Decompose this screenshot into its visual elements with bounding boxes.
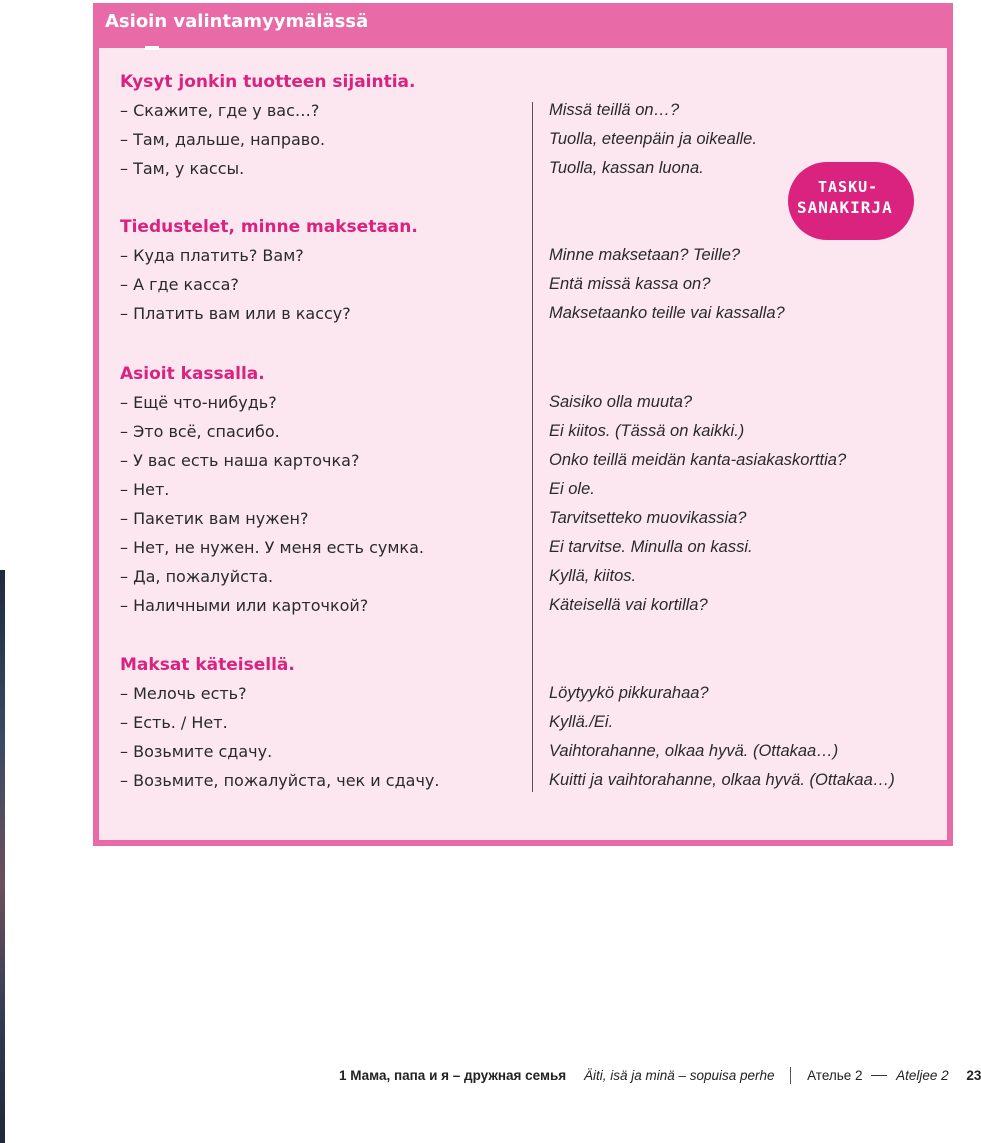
phrase-ru: – Наличными или карточкой? xyxy=(120,596,369,615)
section-heading: Maksat käteisellä. xyxy=(120,655,295,675)
phrase-ru: – Возьмите сдачу. xyxy=(120,742,273,761)
panel-title: Asioin valintamyymälässä xyxy=(105,11,369,32)
phrase-fi: Tarvitsetteko muovikassia? xyxy=(549,509,747,527)
phrase-ru: – Мелочь есть? xyxy=(120,684,247,703)
phrase-ru: – А где касса? xyxy=(120,275,239,294)
footer-chapter-fi: Äiti, isä ja minä – sopuisa perhe xyxy=(583,1068,775,1083)
phrase-fi: Kuitti ja vaihtorahanne, olkaa hyvä. (Ottakaa…) xyxy=(549,771,895,789)
phrase-fi: Kyllä, kiitos. xyxy=(549,567,637,585)
left-edge-image-strip xyxy=(0,570,5,1143)
phrase-ru: – У вас есть наша карточка? xyxy=(120,451,360,470)
phrase-ru: – Ещё что-нибудь? xyxy=(120,393,277,412)
phrase-fi: Saisiko olla muuta? xyxy=(549,393,693,411)
phrase-fi: Ei ole. xyxy=(549,480,595,498)
section-heading: Asioit kassalla. xyxy=(120,364,265,384)
phrase-ru: – Нет. xyxy=(120,480,170,499)
phrase-ru: – Пакетик вам нужен? xyxy=(120,509,309,528)
phrase-fi: Maksetaanko teille vai kassalla? xyxy=(549,304,785,322)
phrase-fi: Entä missä kassa on? xyxy=(549,275,711,293)
phrase-fi: Tuolla, kassan luona. xyxy=(549,159,704,177)
section-heading: Tiedustelet, minne maksetaan. xyxy=(120,217,418,237)
phrase-fi: Ei tarvitse. Minulla on kassi. xyxy=(549,538,753,556)
phrase-fi: Minne maksetaan? Teille? xyxy=(549,246,741,264)
phrase-ru: – Платить вам или в кассу? xyxy=(120,304,351,323)
phrase-ru: – Скажите, где у вас…? xyxy=(120,101,320,120)
header-notch xyxy=(145,46,159,50)
phrase-fi: Vaihtorahanne, olkaa hyvä. (Ottakaa…) xyxy=(549,742,839,760)
phrase-ru: – Там, у кассы. xyxy=(120,159,245,178)
footer-book-fi: Ateljee 2 xyxy=(896,1068,949,1083)
phrase-fi: Missä teillä on…? xyxy=(549,101,680,119)
phrase-fi: Löytyykö pikkurahaa? xyxy=(549,684,709,702)
column-divider xyxy=(532,102,533,792)
phrase-ru: – Это всё, спасибо. xyxy=(120,422,280,441)
footer-dash xyxy=(871,1075,887,1076)
phrase-fi: Kyllä./Ei. xyxy=(549,713,614,731)
badge-line-1: TASKU- xyxy=(818,178,879,196)
phrase-fi: Onko teillä meidän kanta-asiakaskorttia? xyxy=(549,451,847,469)
phrase-ru: – Да, пожалуйста. xyxy=(120,567,274,586)
phrase-fi: Käteisellä vai kortilla? xyxy=(549,596,708,614)
footer-chapter-ru: 1 Мама, папа и я – дружная семья xyxy=(339,1068,567,1083)
footer-separator xyxy=(790,1067,791,1084)
phrase-ru: – Нет, не нужен. У меня есть сумка. xyxy=(120,538,424,557)
phrase-ru: – Возьмите, пожалуйста, чек и сдачу. xyxy=(120,771,440,790)
badge-line-2: SANAKIRJA xyxy=(797,198,893,217)
phrase-ru: – Есть. / Нет. xyxy=(120,713,228,732)
phrase-fi: Ei kiitos. (Tässä on kaikki.) xyxy=(549,422,745,440)
page-footer xyxy=(339,1067,981,1084)
page-number: 23 xyxy=(966,1068,981,1083)
phrase-fi: Tuolla, eteenpäin ja oikealle. xyxy=(549,130,757,148)
phrase-ru: – Там, дальше, направо. xyxy=(120,130,326,149)
phrase-ru: – Куда платить? Вам? xyxy=(120,246,304,265)
footer-book-ru: Ателье 2 xyxy=(807,1068,863,1083)
section-heading: Kysyt jonkin tuotteen sijaintia. xyxy=(120,72,416,92)
